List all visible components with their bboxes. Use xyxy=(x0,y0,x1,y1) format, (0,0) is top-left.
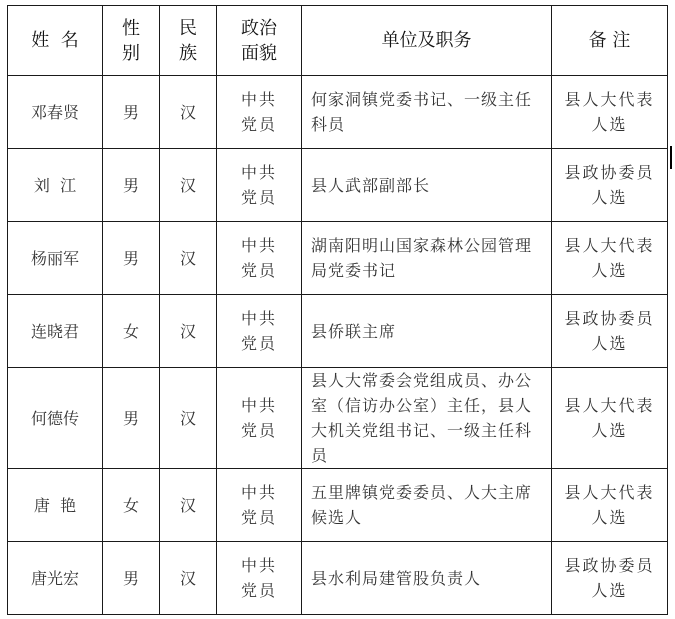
cell-party-text: 中共党员 xyxy=(240,163,277,207)
cell-position: 何家洞镇党委书记、一级主任科员 xyxy=(302,76,552,149)
cell-ethnicity: 汉 xyxy=(160,295,217,368)
table-row xyxy=(8,295,668,368)
cell-party xyxy=(217,469,302,542)
cell-gender: 男 xyxy=(103,149,160,222)
cell-ethnicity: 汉 xyxy=(160,222,217,295)
header-remark: 备 注 xyxy=(552,6,668,76)
cell-gender: 女 xyxy=(103,469,160,542)
cell-remark-text: 县人大代表人选 xyxy=(564,483,655,527)
cell-name: 刘 江 xyxy=(8,149,103,222)
cell-name: 何德传 xyxy=(8,368,103,469)
cell-ethnicity: 汉 xyxy=(160,149,217,222)
cell-remark xyxy=(552,368,668,469)
table-row xyxy=(8,542,668,615)
header-ethnicity-label: 民族 xyxy=(179,17,197,64)
table-row xyxy=(8,76,668,149)
cell-remark xyxy=(552,76,668,149)
cell-ethnicity: 汉 xyxy=(160,469,217,542)
cell-position: 县人武部副部长 xyxy=(302,149,552,222)
cell-remark xyxy=(552,469,668,542)
cell-position: 县人大常委会党组成员、办公室（信访办公室）主任，县人大机关党组书记、一级主任科员 xyxy=(302,368,552,469)
table-row xyxy=(8,222,668,295)
cell-party-text: 中共党员 xyxy=(240,309,277,353)
cell-gender: 男 xyxy=(103,76,160,149)
header-party-label: 政治面貌 xyxy=(241,17,277,64)
cell-remark xyxy=(552,542,668,615)
table-row xyxy=(8,149,668,222)
cell-name: 唐光宏 xyxy=(8,542,103,615)
cell-remark xyxy=(552,295,668,368)
cell-remark xyxy=(552,222,668,295)
cell-party xyxy=(217,542,302,615)
cell-party-text: 中共党员 xyxy=(240,556,277,600)
cell-party-text: 中共党员 xyxy=(240,236,277,280)
cell-remark-text: 县政协委员人选 xyxy=(564,309,655,353)
cell-party xyxy=(217,368,302,469)
cell-party-text: 中共党员 xyxy=(240,90,277,134)
cell-party xyxy=(217,295,302,368)
cell-remark-text: 县政协委员人选 xyxy=(564,163,655,207)
cell-position: 五里牌镇党委委员、人大主席候选人 xyxy=(302,469,552,542)
table-row xyxy=(8,469,668,542)
cell-party xyxy=(217,76,302,149)
cell-party xyxy=(217,149,302,222)
cell-name: 连晓君 xyxy=(8,295,103,368)
cell-name: 邓春贤 xyxy=(8,76,103,149)
cell-ethnicity: 汉 xyxy=(160,76,217,149)
cell-position: 县侨联主席 xyxy=(302,295,552,368)
header-name: 姓 名 xyxy=(8,6,103,76)
cell-remark-text: 县人大代表人选 xyxy=(564,90,655,134)
header-party xyxy=(217,6,302,76)
cell-ethnicity: 汉 xyxy=(160,368,217,469)
cell-gender: 男 xyxy=(103,368,160,469)
cell-party xyxy=(217,222,302,295)
header-ethnicity xyxy=(160,6,217,76)
cell-position: 县水利局建管股负责人 xyxy=(302,542,552,615)
header-gender xyxy=(103,6,160,76)
cell-ethnicity: 汉 xyxy=(160,542,217,615)
margin-mark xyxy=(670,146,672,169)
cell-name: 杨丽军 xyxy=(8,222,103,295)
header-position: 单位及职务 xyxy=(302,6,552,76)
header-gender-label: 性别 xyxy=(122,17,140,64)
candidate-table xyxy=(7,5,668,615)
cell-name: 唐 艳 xyxy=(8,469,103,542)
cell-remark-text: 县人大代表人选 xyxy=(564,236,655,280)
cell-gender: 女 xyxy=(103,295,160,368)
cell-position: 湖南阳明山国家森林公园管理局党委书记 xyxy=(302,222,552,295)
cell-gender: 男 xyxy=(103,542,160,615)
cell-gender: 男 xyxy=(103,222,160,295)
cell-party-text: 中共党员 xyxy=(240,396,277,440)
cell-party-text: 中共党员 xyxy=(240,483,277,527)
cell-remark-text: 县人大代表人选 xyxy=(564,396,655,440)
cell-remark xyxy=(552,149,668,222)
table-row xyxy=(8,368,668,469)
cell-remark-text: 县政协委员人选 xyxy=(564,556,655,600)
table-header-row xyxy=(8,6,668,76)
